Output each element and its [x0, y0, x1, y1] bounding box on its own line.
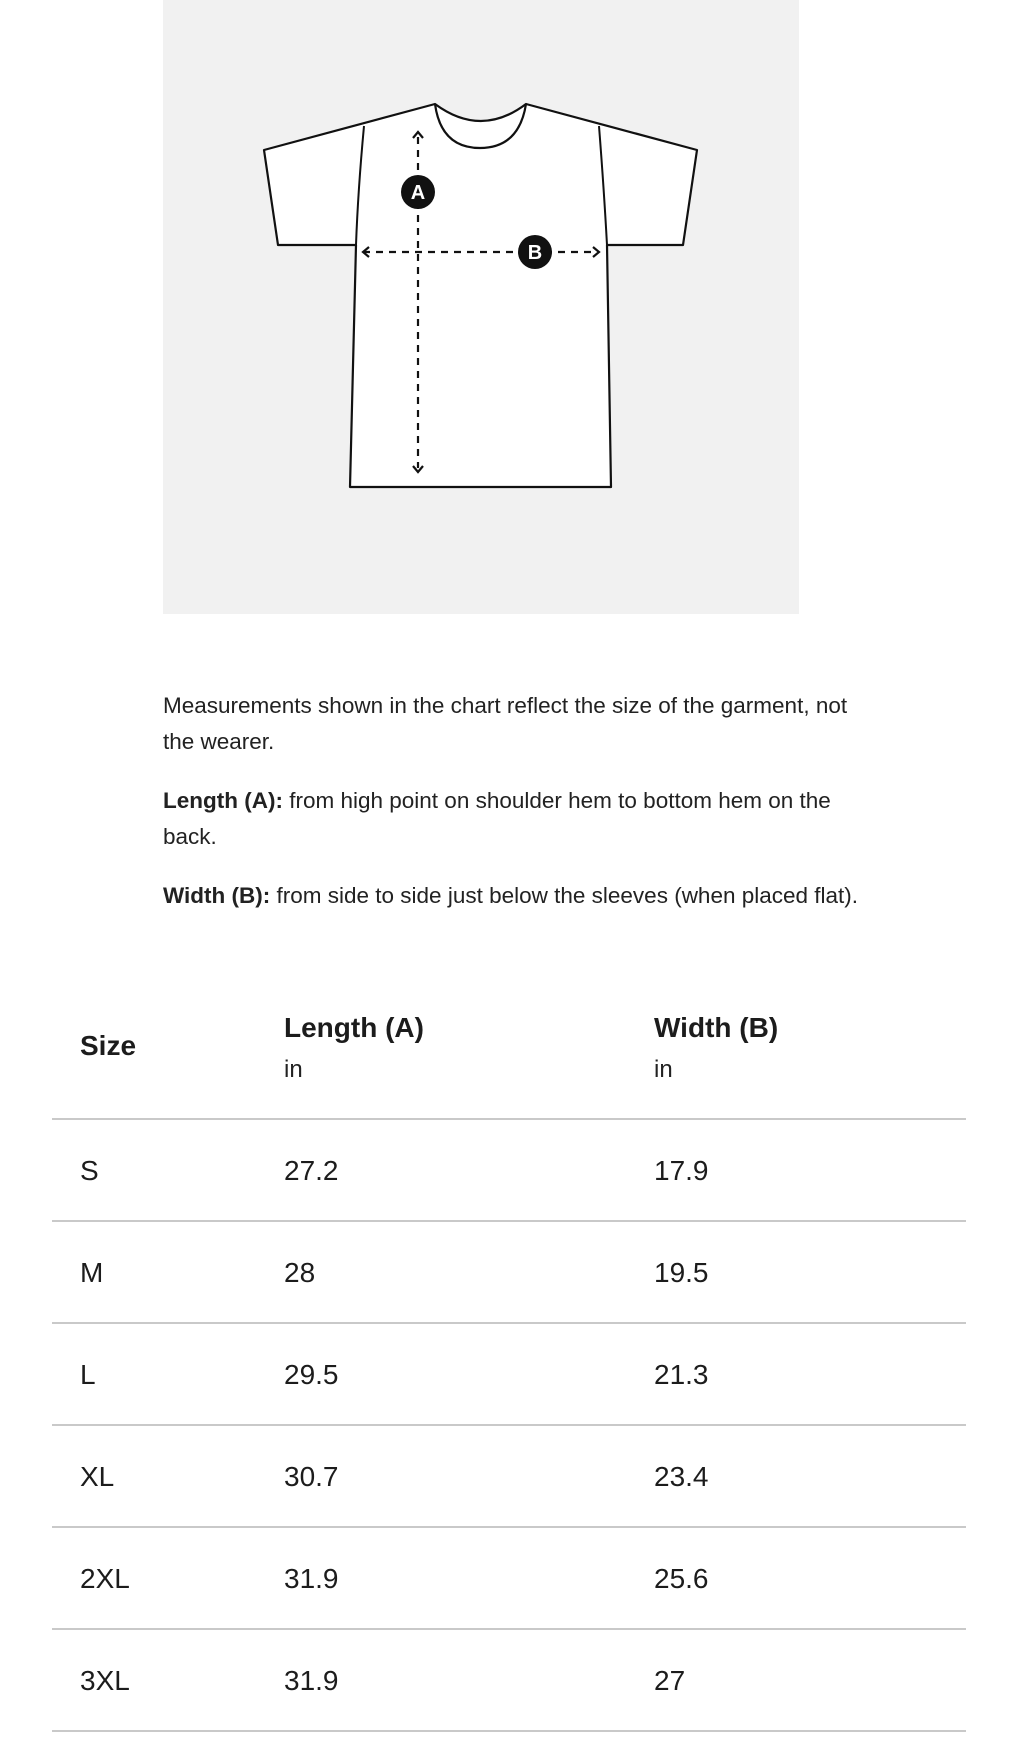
width-description — [163, 878, 863, 914]
header-width-unit: in — [654, 1056, 673, 1083]
cell-length: 28 — [284, 1257, 316, 1288]
header-length-unit: in — [284, 1056, 303, 1083]
size-table-header — [52, 990, 966, 1120]
cell-length: 29.5 — [284, 1359, 339, 1390]
header-width — [654, 1010, 778, 1088]
size-table — [52, 990, 966, 1732]
cell-length: 31.9 — [284, 1563, 339, 1594]
header-size: Size — [80, 1030, 137, 1061]
table-row — [52, 1630, 966, 1732]
width-description-label: Width (B): — [163, 883, 271, 908]
size-diagram — [163, 0, 799, 614]
table-row — [52, 1426, 966, 1528]
cell-size: XL — [80, 1461, 115, 1492]
cell-size: 3XL — [80, 1665, 130, 1696]
table-row — [52, 1120, 966, 1222]
header-length-title: Length (A) — [284, 1012, 424, 1043]
marker-a-label: A — [410, 182, 426, 204]
header-length — [284, 1010, 424, 1088]
cell-size: S — [80, 1155, 99, 1186]
length-description — [163, 783, 863, 855]
cell-length: 31.9 — [284, 1665, 339, 1696]
header-width-title: Width (B) — [654, 1012, 779, 1043]
cell-length: 27.2 — [284, 1155, 339, 1186]
tshirt-measurement-icon — [163, 0, 799, 614]
measurement-note-text: Measurements shown in the chart reflect the size of the garment, not the wearer. — [163, 693, 848, 754]
cell-size: 2XL — [80, 1563, 130, 1594]
length-description-label: Length (A): — [163, 788, 283, 813]
table-row — [52, 1324, 966, 1426]
cell-width: 17.9 — [654, 1155, 709, 1186]
cell-width: 25.6 — [654, 1563, 709, 1594]
table-row — [52, 1528, 966, 1630]
table-row — [52, 1222, 966, 1324]
cell-width: 21.3 — [654, 1359, 709, 1390]
cell-width: 27 — [654, 1665, 686, 1696]
cell-size: M — [80, 1257, 104, 1288]
cell-length: 30.7 — [284, 1461, 339, 1492]
cell-size: L — [80, 1359, 96, 1390]
cell-width: 19.5 — [654, 1257, 709, 1288]
measurement-note — [163, 688, 863, 760]
length-description-text: from high point on shoulder hem to bottom hem on the back. — [163, 788, 831, 849]
tshirt-outline — [264, 104, 697, 487]
width-description-text: from side to side just below the sleeves (when placed flat). — [270, 883, 859, 908]
cell-width: 23.4 — [654, 1461, 709, 1492]
marker-b-label: B — [527, 242, 543, 264]
